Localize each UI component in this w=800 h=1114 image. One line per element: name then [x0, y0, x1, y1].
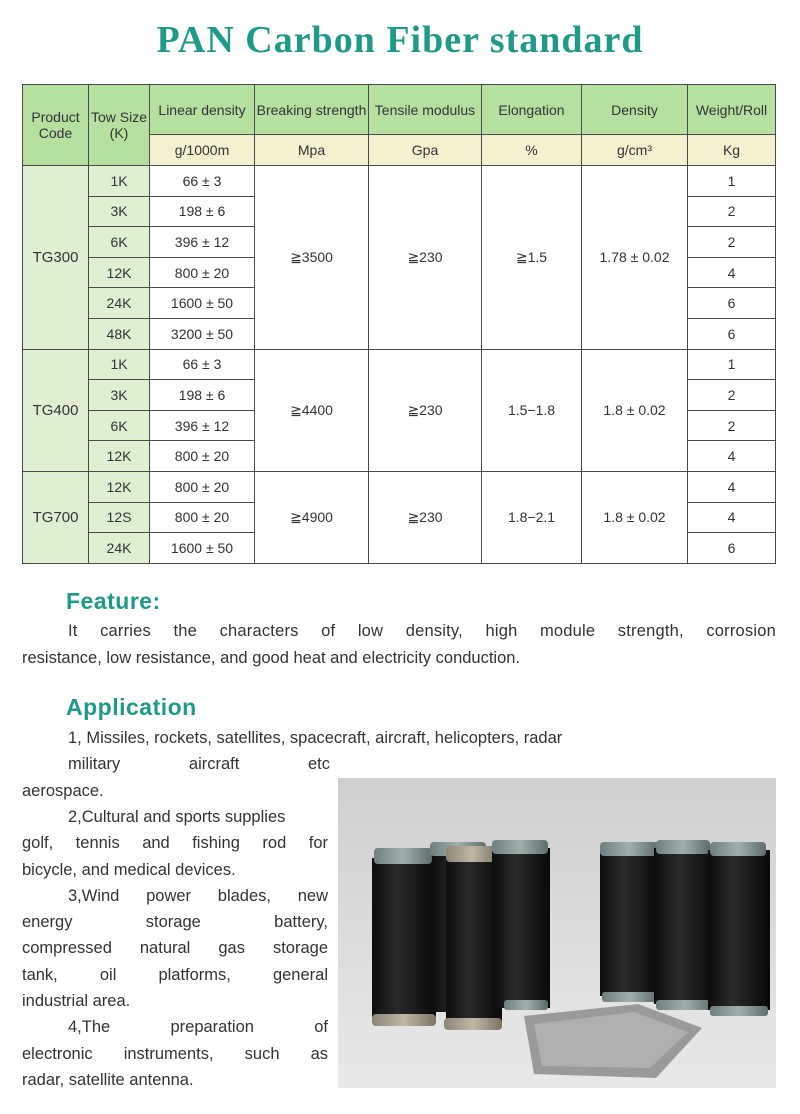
tow-size-cell: 3K — [89, 380, 150, 411]
feature-text-line-1: It carries the characters of low density, high module strength, corrosion — [68, 622, 776, 640]
header-linear-density: Linear density — [150, 85, 255, 135]
weight-roll-cell: 4 — [688, 502, 776, 533]
application-line: radar, satellite antenna. — [22, 1070, 194, 1089]
linear-density-cell: 1600 ± 50 — [150, 533, 255, 564]
application-line: 1, Missiles, rockets, satellites, spacecraft, aircraft, helicopters, radar — [68, 729, 563, 747]
unit-tensile-modulus: Gpa — [369, 135, 482, 166]
elongation-cell: 1.5−1.8 — [482, 349, 582, 471]
linear-density-cell: 198 ± 6 — [150, 380, 255, 411]
linear-density-cell: 800 ± 20 — [150, 257, 255, 288]
application-line: military aircraft etc — [68, 755, 330, 774]
application-line: tank, oil platforms, general — [22, 965, 328, 984]
weight-roll-cell: 2 — [688, 227, 776, 258]
application-line: electronic instruments, such as — [22, 1044, 328, 1063]
header-tensile-modulus: Tensile modulus — [369, 85, 482, 135]
application-line: 2,Cultural and sports supplies — [68, 807, 286, 826]
application-line: 3,Wind power blades, new — [68, 886, 328, 905]
weight-roll-cell: 6 — [688, 288, 776, 319]
application-line: energy storage battery, — [22, 913, 328, 932]
weight-roll-cell: 4 — [688, 471, 776, 502]
weight-roll-cell: 2 — [688, 410, 776, 441]
weight-roll-cell: 4 — [688, 257, 776, 288]
tensile-modulus-cell: ≧230 — [369, 166, 482, 350]
application-line: industrial area. — [22, 992, 131, 1010]
weight-roll-cell: 2 — [688, 196, 776, 227]
tensile-modulus-cell: ≧230 — [369, 471, 482, 563]
feature-text-line-2: resistance, low resistance, and good heat and electricity conduction. — [22, 649, 521, 667]
unit-weight-roll: Kg — [688, 135, 776, 166]
unit-elongation: % — [482, 135, 582, 166]
product-code-cell: TG700 — [23, 471, 89, 563]
product-code-cell: TG300 — [23, 166, 89, 350]
linear-density-cell: 66 ± 3 — [150, 349, 255, 380]
table-row — [23, 166, 776, 197]
linear-density-cell: 800 ± 20 — [150, 471, 255, 502]
unit-breaking-strength: Mpa — [255, 135, 369, 166]
linear-density-cell: 800 ± 20 — [150, 502, 255, 533]
weight-roll-cell: 1 — [688, 349, 776, 380]
linear-density-cell: 800 ± 20 — [150, 441, 255, 472]
unit-linear-density: g/1000m — [150, 135, 255, 166]
tow-size-cell: 12K — [89, 441, 150, 472]
elongation-cell: ≧1.5 — [482, 166, 582, 350]
header-tow-size: Tow Size (K) — [89, 85, 150, 166]
table-row — [23, 471, 776, 502]
spec-table — [22, 84, 776, 564]
weight-roll-cell: 2 — [688, 380, 776, 411]
header-product-code: Product Code — [23, 85, 89, 166]
tow-size-cell: 12K — [89, 471, 150, 502]
breaking-strength-cell: ≧3500 — [255, 166, 369, 350]
tow-size-cell: 48K — [89, 318, 150, 349]
breaking-strength-cell: ≧4400 — [255, 349, 369, 471]
application-line: bicycle, and medical devices. — [22, 860, 236, 879]
breaking-strength-cell: ≧4900 — [255, 471, 369, 563]
header-weight-roll: Weight/Roll — [688, 85, 776, 135]
weight-roll-cell: 6 — [688, 533, 776, 564]
linear-density-cell: 3200 ± 50 — [150, 318, 255, 349]
density-cell: 1.8 ± 0.02 — [582, 349, 688, 471]
linear-density-cell: 66 ± 3 — [150, 166, 255, 197]
tow-size-cell: 12K — [89, 257, 150, 288]
application-line: 4,The preparation of — [68, 1018, 328, 1037]
application-line: aerospace. — [22, 781, 104, 800]
table-row — [23, 349, 776, 380]
density-cell: 1.8 ± 0.02 — [582, 471, 688, 563]
unit-density: g/cm³ — [582, 135, 688, 166]
linear-density-cell: 396 ± 12 — [150, 410, 255, 441]
tow-size-cell: 24K — [89, 533, 150, 564]
weight-roll-cell: 1 — [688, 166, 776, 197]
page-title: PAN Carbon Fiber standard — [156, 19, 644, 61]
weight-roll-cell: 4 — [688, 441, 776, 472]
product-code-cell: TG400 — [23, 349, 89, 471]
header-elongation: Elongation — [482, 85, 582, 135]
tow-size-cell: 6K — [89, 410, 150, 441]
tow-size-cell: 6K — [89, 227, 150, 258]
linear-density-cell: 396 ± 12 — [150, 227, 255, 258]
tow-size-cell: 1K — [89, 166, 150, 197]
tow-size-cell: 24K — [89, 288, 150, 319]
tow-size-cell: 1K — [89, 349, 150, 380]
linear-density-cell: 1600 ± 50 — [150, 288, 255, 319]
weight-roll-cell: 6 — [688, 318, 776, 349]
feature-heading: Feature: — [66, 588, 161, 614]
elongation-cell: 1.8−2.1 — [482, 471, 582, 563]
carbon-fiber-spools-photo — [338, 778, 776, 1088]
application-heading: Application — [66, 694, 197, 720]
spec-table-body — [23, 166, 776, 564]
density-cell: 1.78 ± 0.02 — [582, 166, 688, 350]
tow-size-cell: 12S — [89, 502, 150, 533]
linear-density-cell: 198 ± 6 — [150, 196, 255, 227]
header-density: Density — [582, 85, 688, 135]
application-line: compressed natural gas storage — [22, 939, 328, 958]
header-breaking-strength: Breaking strength — [255, 85, 369, 135]
tensile-modulus-cell: ≧230 — [369, 349, 482, 471]
tow-size-cell: 3K — [89, 196, 150, 227]
application-line: golf, tennis and fishing rod for — [22, 834, 328, 853]
